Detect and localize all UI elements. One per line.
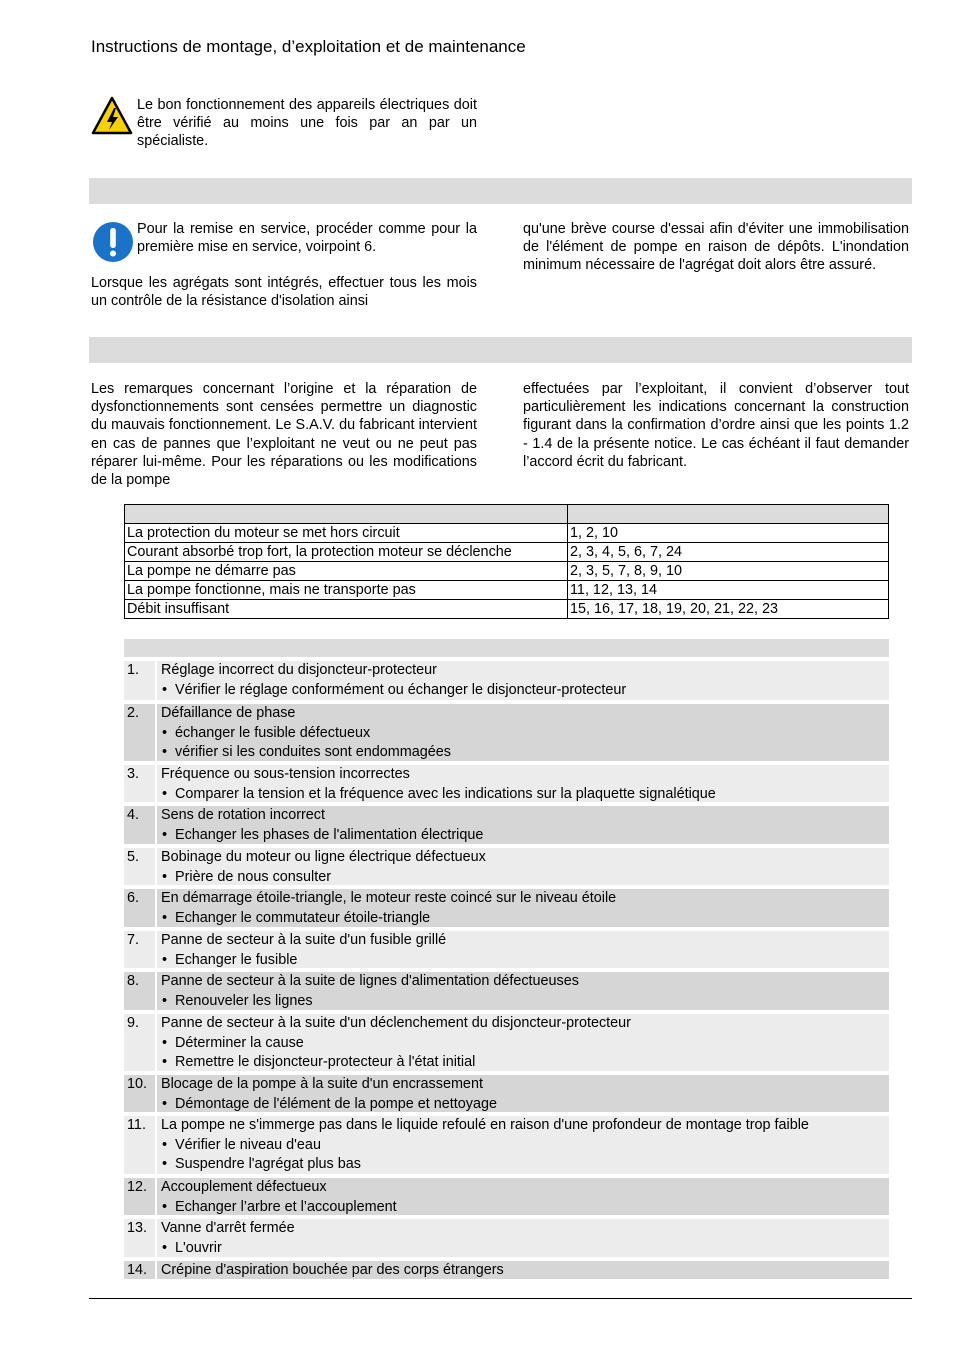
document-title: Instructions de montage, d’exploitation et de maintenance xyxy=(91,37,526,56)
symptom-cell: Courant absorbé trop fort, la protection moteur se déclenche xyxy=(125,543,568,562)
table-header-row xyxy=(125,505,889,524)
restart-note: Pour la remise en service, procéder comme pour la première mise en service, voirpoint 6. xyxy=(137,221,477,256)
cause-number: 14. xyxy=(124,1261,157,1279)
remedy-item: • Déterminer la cause xyxy=(161,1034,889,1054)
cause-title: Panne de secteur à la suite d'un fusible grillé xyxy=(161,932,447,948)
cause-title: Défaillance de phase xyxy=(161,705,296,721)
high-voltage-warning-icon xyxy=(91,96,133,136)
cause-number: 1. xyxy=(124,661,157,700)
remedy-item: • Echanger le commutateur étoile-triangle xyxy=(161,909,889,929)
cause-title: Vanne d'arrêt fermée xyxy=(161,1220,295,1236)
cause-title: Panne de secteur à la suite d'un déclenchement du disjoncteur-protecteur xyxy=(161,1015,631,1031)
warning-text: Le bon fonctionnement des appareils électriques doit être vérifié au moins une fois par an par un spécialiste. xyxy=(137,97,477,150)
cause-number: 12. xyxy=(124,1178,157,1215)
restart-left-text: Lorsque les agrégats sont intégrés, effectuer tous les mois un contrôle de la résistance d'isolation ainsi xyxy=(91,275,477,310)
cause-item xyxy=(124,1014,889,1071)
table-row xyxy=(125,562,889,581)
restart-right-text: qu'une brève course d'essai afin d'éviter une immobilisation de l'élément de pompe en raison de dépôts. L'inondation minimum nécessaire de l'agrégat doit alors être assuré. xyxy=(523,221,909,274)
cause-refs-cell: 11, 12, 13, 14 xyxy=(568,581,889,600)
table-row xyxy=(125,524,889,543)
remedy-item: • Comparer la tension et la fréquence avec les indications sur la plaquette signalétique xyxy=(161,785,889,805)
diagnosis-table xyxy=(124,504,889,619)
cause-item xyxy=(124,1261,889,1279)
cause-title: Panne de secteur à la suite de lignes d'alimentation défectueuses xyxy=(161,973,579,989)
cause-item xyxy=(124,931,889,968)
cause-title: Réglage incorrect du disjoncteur-protecteur xyxy=(161,662,437,678)
symptom-cell: Débit insuffisant xyxy=(125,600,568,619)
cause-item xyxy=(124,889,889,927)
cause-title: Blocage de la pompe à la suite d'un encrassement xyxy=(161,1076,483,1092)
cause-item xyxy=(124,806,889,844)
table-row xyxy=(125,581,889,600)
table-header-cell xyxy=(568,505,889,524)
causes-header-band xyxy=(124,639,889,657)
cause-number: 8. xyxy=(124,972,157,1010)
symptom-cell: La pompe fonctionne, mais ne transporte pas xyxy=(125,581,568,600)
section-band-faults xyxy=(89,337,912,363)
table-header-cell xyxy=(125,505,568,524)
cause-number: 7. xyxy=(124,931,157,968)
remedy-item: • Prière de nous consulter xyxy=(161,868,889,888)
cause-item xyxy=(124,1178,889,1215)
remedy-item: • Vérifier le réglage conformément ou échanger le disjoncteur-protecteur xyxy=(161,681,889,701)
cause-refs-cell: 2, 3, 4, 5, 6, 7, 24 xyxy=(568,543,889,562)
cause-number: 6. xyxy=(124,889,157,927)
cause-number: 9. xyxy=(124,1014,157,1071)
cause-item xyxy=(124,848,889,885)
remedy-item: • Renouveler les lignes xyxy=(161,992,889,1012)
cause-number: 2. xyxy=(124,704,157,761)
cause-number: 11. xyxy=(124,1116,157,1174)
remedy-item: • échanger le fusible défectueux xyxy=(161,724,889,744)
symptom-cell: La protection du moteur se met hors circuit xyxy=(125,524,568,543)
cause-title: La pompe ne s'immerge pas dans le liquide refoulé en raison d'une profondeur de montage trop faible xyxy=(161,1117,809,1133)
remedy-item: • Echanger le fusible xyxy=(161,951,889,971)
cause-title: En démarrage étoile-triangle, le moteur reste coincé sur le niveau étoile xyxy=(161,890,617,906)
cause-title: Accouplement défectueux xyxy=(161,1179,327,1195)
remedy-item: • L'ouvrir xyxy=(161,1239,889,1259)
remedy-item: • Echanger l’arbre et l’accouplement xyxy=(161,1198,889,1218)
cause-title: Fréquence ou sous-tension incorrectes xyxy=(161,766,410,782)
remedy-item: • vérifier si les conduites sont endommagées xyxy=(161,743,889,763)
cause-refs-cell: 2, 3, 5, 7, 8, 9, 10 xyxy=(568,562,889,581)
cause-item xyxy=(124,1116,889,1174)
footer-rule xyxy=(89,1298,912,1299)
cause-title: Sens de rotation incorrect xyxy=(161,807,325,823)
remedy-item: • Remettre le disjoncteur-protecteur à l'état initial xyxy=(161,1053,889,1073)
remedy-item: • Vérifier le niveau d'eau xyxy=(161,1136,889,1156)
table-row xyxy=(125,600,889,619)
cause-number: 13. xyxy=(124,1219,157,1257)
cause-number: 5. xyxy=(124,848,157,885)
exclamation-info-icon xyxy=(92,221,134,263)
faults-right-text: effectuées par l’exploitant, il convient d’observer tout particulièrement les indications concernant la construction figurant dans la confirmation d’ordre ainsi que les points 1.2 - 1.4 de la présente notice. Le cas échéant il faut demander l’accord écrit du fabricant. xyxy=(523,381,909,470)
cause-item xyxy=(124,661,889,700)
cause-refs-cell: 1, 2, 10 xyxy=(568,524,889,543)
remedy-item: • Echanger les phases de l'alimentation électrique xyxy=(161,826,889,846)
cause-item xyxy=(124,1219,889,1257)
section-band-restart xyxy=(89,178,912,204)
remedy-item: • Suspendre l'agrégat plus bas xyxy=(161,1155,889,1175)
cause-number: 3. xyxy=(124,765,157,802)
cause-title: Bobinage du moteur ou ligne électrique défectueux xyxy=(161,849,486,865)
cause-refs-cell: 15, 16, 17, 18, 19, 20, 21, 22, 23 xyxy=(568,600,889,619)
cause-title: Crépine d'aspiration bouchée par des corps étrangers xyxy=(161,1262,504,1278)
table-row xyxy=(125,543,889,562)
symptom-cell: La pompe ne démarre pas xyxy=(125,562,568,581)
cause-item xyxy=(124,765,889,802)
cause-item xyxy=(124,704,889,761)
cause-item xyxy=(124,972,889,1010)
faults-left-text: Les remarques concernant l’origine et la réparation de dysfonctionnements sont censées permettre un diagnostic du mauvais fonctionnement. Le S.A.V. du fabricant intervient en cas de pannes que l’exploitant ne veut ou ne peut pas réparer lui-même. Pour les réparations ou les modifications de la pompe xyxy=(91,381,477,489)
cause-item xyxy=(124,1075,889,1112)
cause-number: 10. xyxy=(124,1075,157,1112)
remedy-item: • Démontage de l'élément de la pompe et nettoyage xyxy=(161,1095,889,1115)
cause-number: 4. xyxy=(124,806,157,844)
